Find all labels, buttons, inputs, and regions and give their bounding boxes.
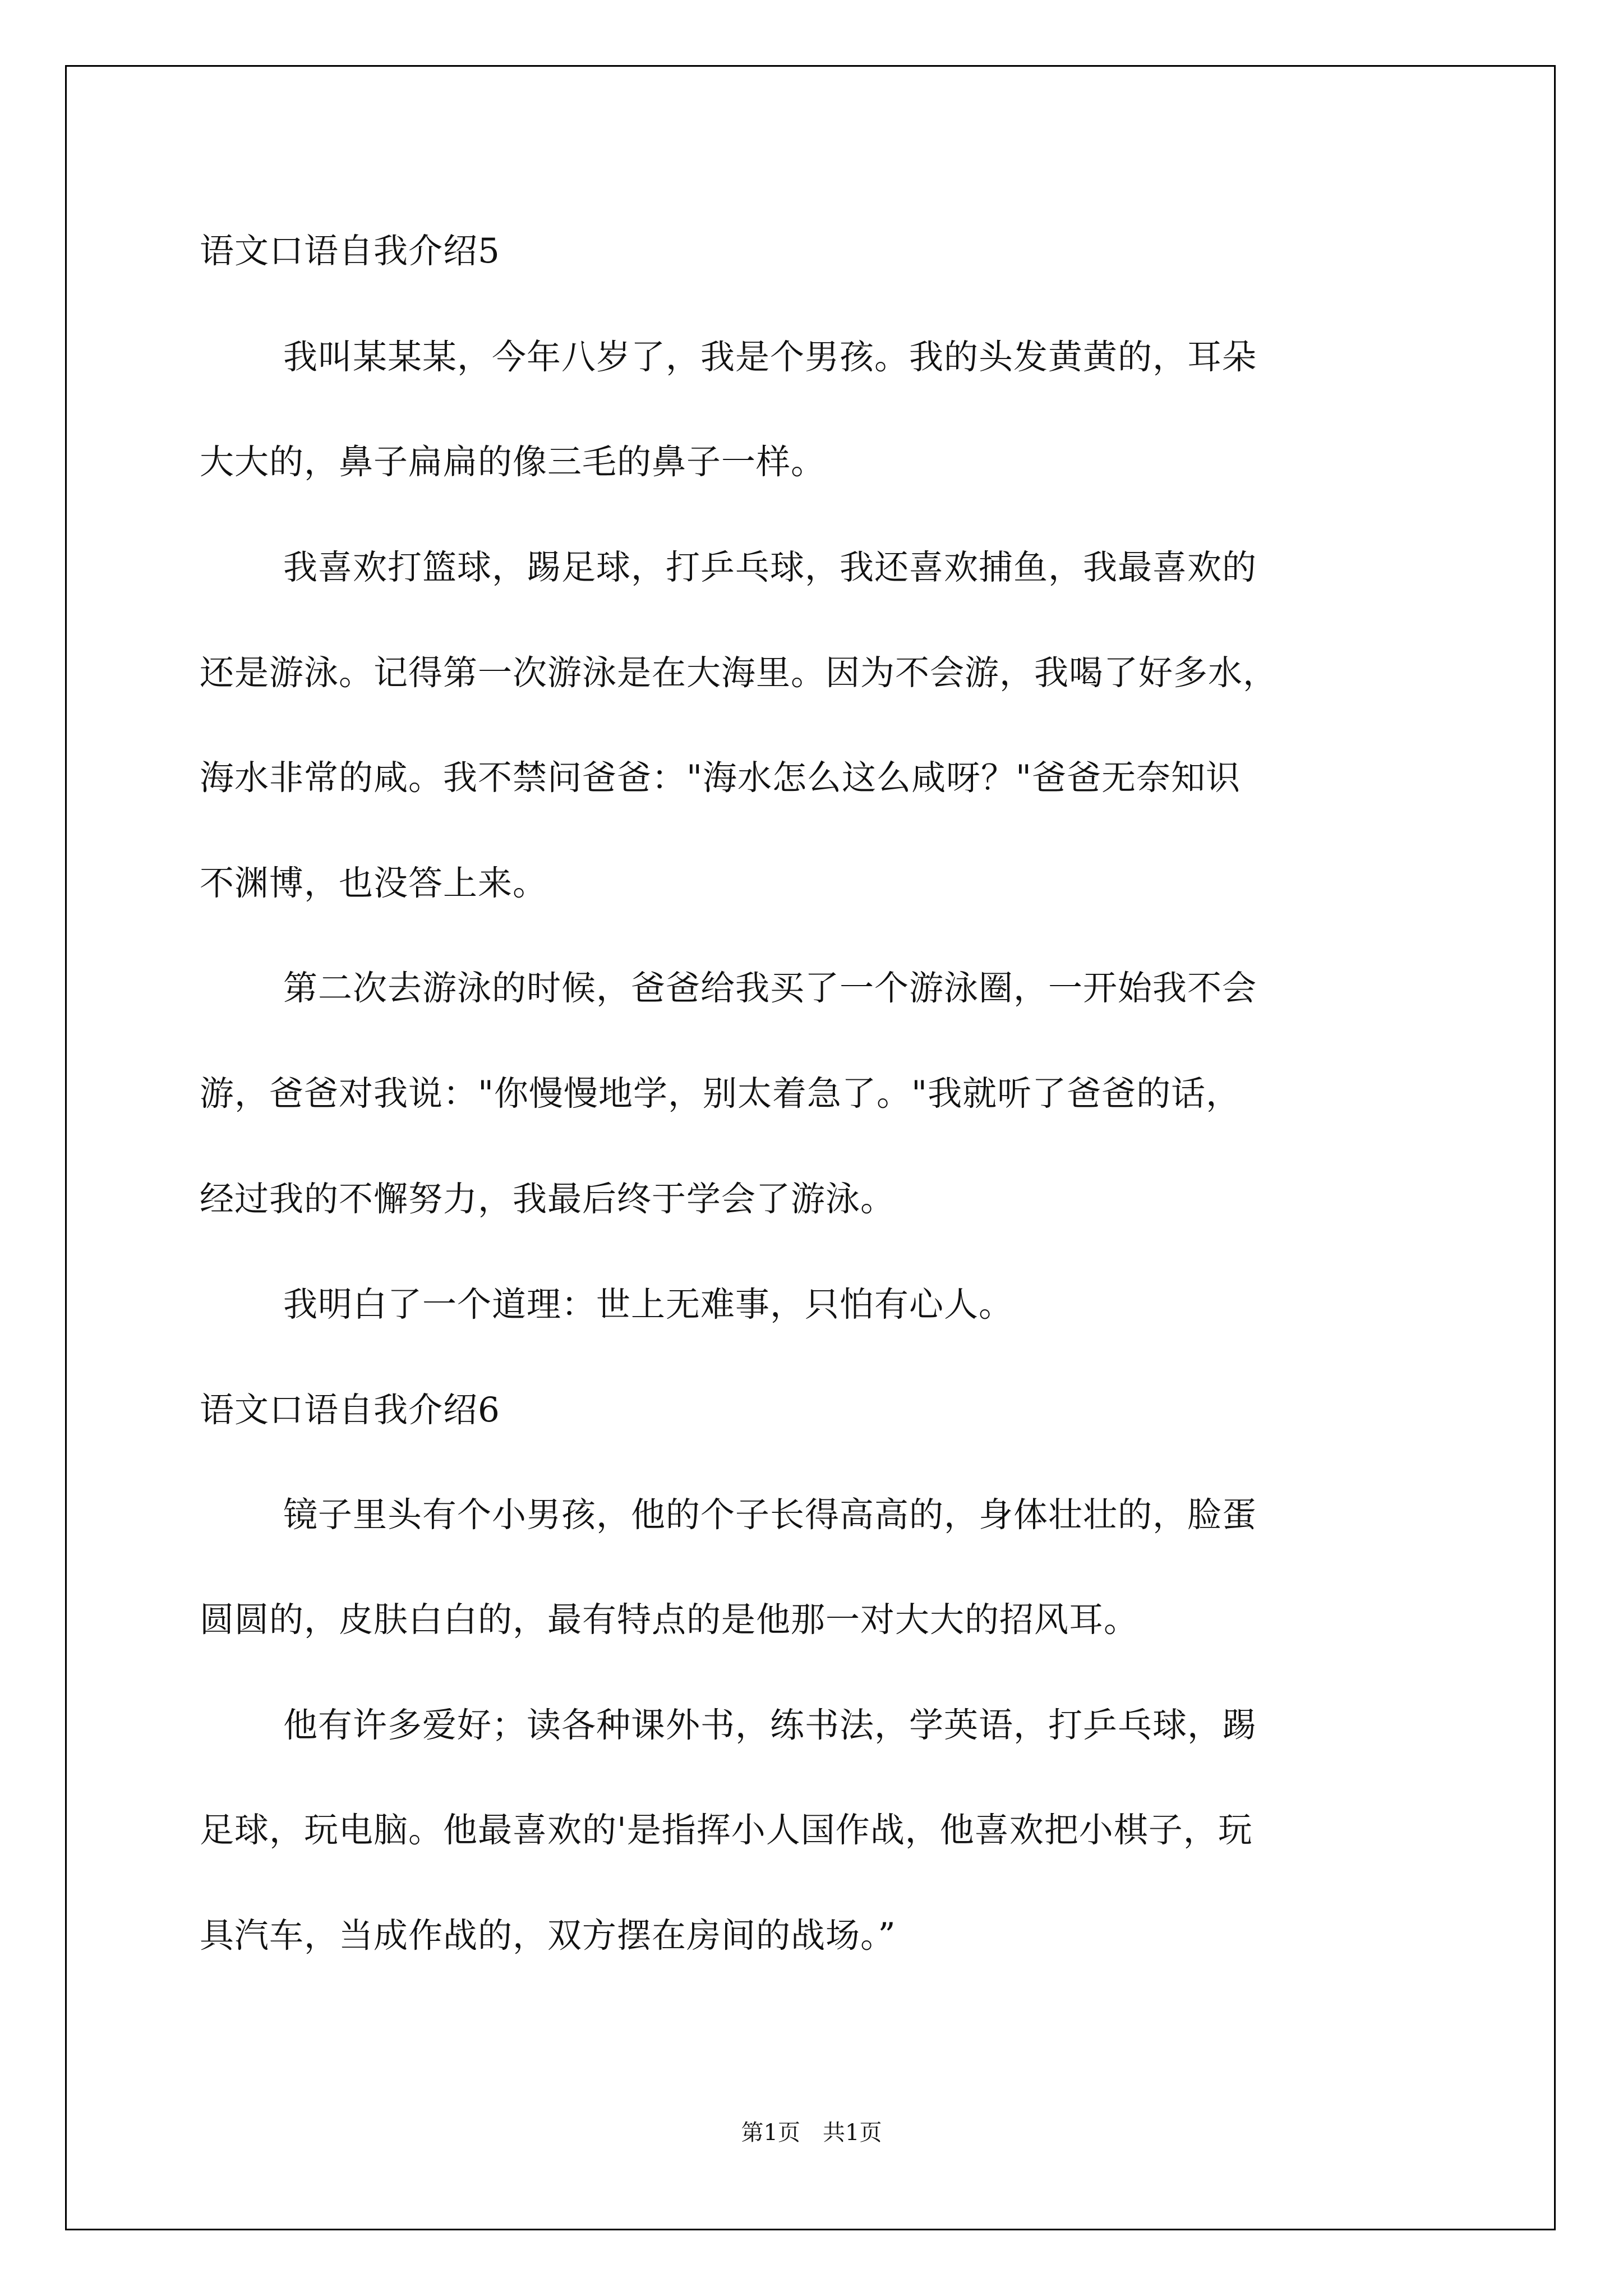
paragraph-line: 海水非常的咸。我不禁问爸爸："海水怎么这么咸呀？"爸爸无奈知识 xyxy=(200,758,1241,798)
paragraph-line: 我明白了一个道理：世上无难事，只怕有心人。 xyxy=(283,1285,1014,1324)
paragraph-line: 足球，玩电脑。他最喜欢的'是指挥小人国作战，他喜欢把小棋子，玩 xyxy=(200,1810,1253,1850)
section-heading: 语文口语自我介绍5 xyxy=(200,231,500,271)
paragraph-line: 我叫某某某，今年八岁了，我是个男孩。我的头发黄黄的，耳朵 xyxy=(283,337,1257,377)
paragraph-line: 我喜欢打篮球，踢足球，打乒乓球，我还喜欢捕鱼，我最喜欢的 xyxy=(283,547,1257,587)
paragraph-line: 还是游泳。记得第一次游泳是在大海里。因为不会游，我喝了好多水， xyxy=(200,653,1278,693)
page-border xyxy=(65,65,1556,2230)
paragraph-line: 镜子里头有个小男孩，他的个子长得高高的，身体壮壮的，脸蛋 xyxy=(283,1495,1257,1535)
section-heading: 语文口语自我介绍6 xyxy=(200,1390,500,1430)
paragraph-line: 不渊博，也没答上来。 xyxy=(200,863,548,903)
paragraph-line: 他有许多爱好；读各种课外书，练书法，学英语，打乒乓球，踢 xyxy=(283,1705,1257,1745)
paragraph-line: 第二次去游泳的时候，爸爸给我买了一个游泳圈，一开始我不会 xyxy=(283,968,1257,1008)
paragraph-line: 圆圆的，皮肤白白的，最有特点的是他那一对大大的招风耳。 xyxy=(200,1600,1139,1640)
page-footer xyxy=(0,2118,1623,2147)
paragraph-line: 经过我的不懈努力，我最后终于学会了游泳。 xyxy=(200,1179,896,1219)
paragraph-line: 游，爸爸对我说："你慢慢地学，别太着急了。"我就听了爸爸的话， xyxy=(200,1074,1241,1114)
paragraph-line: 具汽车，当成作战的，双方摆在房间的战场。” xyxy=(200,1916,896,1955)
paragraph-line: 大大的，鼻子扁扁的像三毛的鼻子一样。 xyxy=(200,442,826,482)
page-total: 共1页 xyxy=(823,2120,882,2146)
page-number: 第1页 xyxy=(741,2120,800,2146)
